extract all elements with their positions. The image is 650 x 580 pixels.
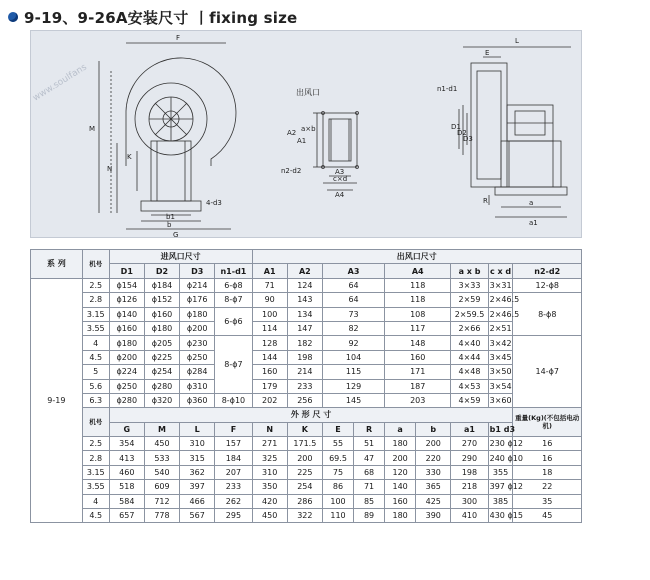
cell-n1-d1: 8-ϕ7 bbox=[215, 293, 252, 307]
cell-A2: 143 bbox=[287, 293, 322, 307]
cell-a1: 270 bbox=[451, 437, 488, 451]
label-a1: a1 bbox=[529, 219, 538, 227]
label-axb: a×b bbox=[301, 125, 316, 133]
table-row bbox=[31, 437, 582, 451]
cell-cxd: 2×51 bbox=[488, 321, 513, 335]
cell-a: 160 bbox=[385, 494, 416, 508]
cell-G: 518 bbox=[109, 480, 144, 494]
cell-A3: 92 bbox=[322, 336, 384, 350]
table-row bbox=[31, 321, 582, 335]
cell-M: 540 bbox=[144, 465, 179, 479]
cell-b1: 355 bbox=[488, 465, 513, 479]
col-N: N bbox=[252, 422, 287, 436]
label-A1: A1 bbox=[297, 137, 307, 145]
table-subheader-row bbox=[31, 264, 582, 278]
cell-cxd: 3×31 bbox=[488, 278, 513, 292]
header-series: 系 列 bbox=[31, 250, 83, 279]
cell-n1-d1: 6-ϕ8 bbox=[215, 278, 252, 292]
cell-a: 200 bbox=[385, 451, 416, 465]
bullet-icon bbox=[8, 12, 18, 22]
cell-N: 325 bbox=[252, 451, 287, 465]
cell-N: 420 bbox=[252, 494, 287, 508]
cell-cxd: 3×42 bbox=[488, 336, 513, 350]
cell-jihao: 4 bbox=[82, 336, 109, 350]
cell-jihao: 2.8 bbox=[82, 451, 109, 465]
label-4-d3: 4-d3 bbox=[206, 199, 222, 207]
cell-D1: ϕ160 bbox=[109, 321, 144, 335]
cell-A4: 148 bbox=[385, 336, 451, 350]
cell-n2-d2: 14-ϕ7 bbox=[513, 336, 582, 408]
cell-cxd: 3×45 bbox=[488, 350, 513, 364]
cell-A1: 179 bbox=[252, 379, 287, 393]
cell-A1: 114 bbox=[252, 321, 287, 335]
cell-E: 100 bbox=[322, 494, 353, 508]
cell-G: 413 bbox=[109, 451, 144, 465]
cell-D2: ϕ280 bbox=[144, 379, 179, 393]
header-jihao-2: 机号 bbox=[82, 408, 109, 437]
cell-n1-d1: 8-ϕ10 bbox=[215, 393, 252, 407]
col-L: L bbox=[180, 422, 215, 436]
cell-a: 140 bbox=[385, 480, 416, 494]
header-weight: 重量(Kg)(不包括电动机) bbox=[513, 408, 582, 437]
cell-K: 225 bbox=[287, 465, 322, 479]
label-M: M bbox=[89, 125, 96, 133]
cell-A3: 145 bbox=[322, 393, 384, 407]
cell-N: 450 bbox=[252, 509, 287, 523]
table-row bbox=[31, 465, 582, 479]
cell-axb: 4×44 bbox=[451, 350, 488, 364]
cell-axb: 2×59.5 bbox=[451, 307, 488, 321]
cell-D1: ϕ250 bbox=[109, 379, 144, 393]
label-D2: D2 bbox=[457, 129, 467, 137]
cell-jihao: 3.55 bbox=[82, 480, 109, 494]
col-b1: b1 bbox=[489, 424, 501, 434]
cell-b: 330 bbox=[416, 465, 451, 479]
label-A2: A2 bbox=[287, 129, 297, 137]
cell-A1: 144 bbox=[252, 350, 287, 364]
col-axb: a x b bbox=[451, 264, 488, 278]
col-d3: d3 bbox=[503, 424, 516, 434]
cell-cxd: 3×54 bbox=[488, 379, 513, 393]
cell-K: 254 bbox=[287, 480, 322, 494]
cell-L: 362 bbox=[180, 465, 215, 479]
cell-axb: 2×59 bbox=[451, 293, 488, 307]
col-a: a bbox=[385, 422, 416, 436]
cell-n2-d2: 8-ϕ8 bbox=[513, 293, 582, 336]
cell-D3: ϕ180 bbox=[180, 307, 215, 321]
cell-b: 220 bbox=[416, 451, 451, 465]
cell-b1-d3 bbox=[488, 437, 523, 451]
table-subheader-row bbox=[31, 422, 582, 436]
cell-axb: 4×48 bbox=[451, 365, 488, 379]
cell-M: 450 bbox=[144, 437, 179, 451]
label-cxd: c×d bbox=[333, 175, 348, 183]
cell-A1: 160 bbox=[252, 365, 287, 379]
col-D3: D3 bbox=[180, 264, 215, 278]
cell-E: 75 bbox=[322, 465, 353, 479]
cell-L: 567 bbox=[180, 509, 215, 523]
cell-A2: 198 bbox=[287, 350, 322, 364]
cell-a: 180 bbox=[385, 509, 416, 523]
cell-M: 712 bbox=[144, 494, 179, 508]
cell-b: 200 bbox=[416, 437, 451, 451]
header-inlet: 进风口尺寸 bbox=[109, 250, 252, 264]
label-A3: A3 bbox=[335, 168, 345, 176]
cell-D2: ϕ184 bbox=[144, 278, 179, 292]
title-bar bbox=[8, 6, 297, 28]
table-row bbox=[31, 494, 582, 508]
col-A3: A3 bbox=[322, 264, 384, 278]
cell-D2: ϕ254 bbox=[144, 365, 179, 379]
label-F: F bbox=[176, 34, 181, 42]
cell-weight: 35 bbox=[513, 494, 582, 508]
cell-A1: 71 bbox=[252, 278, 287, 292]
col-A4: A4 bbox=[385, 264, 451, 278]
col-E: E bbox=[322, 422, 353, 436]
cell-jihao: 3.15 bbox=[82, 465, 109, 479]
cell-A2: 147 bbox=[287, 321, 322, 335]
cell-D2: ϕ205 bbox=[144, 336, 179, 350]
cell-E: 69.5 bbox=[322, 451, 353, 465]
cell-R: 47 bbox=[354, 451, 385, 465]
cell-axb: 4×59 bbox=[451, 393, 488, 407]
col-G: G bbox=[109, 422, 144, 436]
col-R: R bbox=[354, 422, 385, 436]
cell-M: 778 bbox=[144, 509, 179, 523]
cell-G: 657 bbox=[109, 509, 144, 523]
cell-R: 51 bbox=[354, 437, 385, 451]
label-D3: D3 bbox=[463, 135, 473, 143]
cell-A2: 233 bbox=[287, 379, 322, 393]
cell-D3: ϕ360 bbox=[180, 393, 215, 407]
cell-D2: ϕ180 bbox=[144, 321, 179, 335]
cell-b1-d3 bbox=[488, 480, 523, 494]
cell-b1: 230 bbox=[489, 439, 505, 449]
col-A1: A1 bbox=[252, 264, 287, 278]
cell-D1: ϕ280 bbox=[109, 393, 144, 407]
col-M: M bbox=[144, 422, 179, 436]
cell-n1-d1: 8-ϕ7 bbox=[215, 336, 252, 394]
table-row bbox=[31, 509, 582, 523]
cell-F: 233 bbox=[215, 480, 252, 494]
cell-weight: 22 bbox=[513, 480, 582, 494]
cell-F: 207 bbox=[215, 465, 252, 479]
cell-R: 85 bbox=[354, 494, 385, 508]
label-A4: A4 bbox=[335, 191, 345, 199]
col-K: K bbox=[287, 422, 322, 436]
table-row bbox=[31, 393, 582, 407]
cell-A2: 124 bbox=[287, 278, 322, 292]
label-G: G bbox=[173, 231, 179, 239]
series-name: 9-19 bbox=[31, 278, 83, 523]
cell-R: 71 bbox=[354, 480, 385, 494]
col-a1: a1 bbox=[451, 422, 488, 436]
cell-weight: 45 bbox=[513, 509, 582, 523]
cell-D3: ϕ284 bbox=[180, 365, 215, 379]
cell-A3: 129 bbox=[322, 379, 384, 393]
table-row bbox=[31, 293, 582, 307]
cell-cxd: 2×46.5 bbox=[488, 307, 513, 321]
spec-table bbox=[30, 249, 582, 523]
cell-A4: 160 bbox=[385, 350, 451, 364]
label-E: E bbox=[485, 49, 490, 57]
cell-cxd: 3×60 bbox=[488, 393, 513, 407]
cell-F: 157 bbox=[215, 437, 252, 451]
cell-A3: 64 bbox=[322, 293, 384, 307]
col-A2: A2 bbox=[287, 264, 322, 278]
table-row bbox=[31, 350, 582, 364]
cell-A1: 128 bbox=[252, 336, 287, 350]
cell-D2: ϕ225 bbox=[144, 350, 179, 364]
technical-drawing-panel bbox=[30, 30, 582, 238]
cell-a: 120 bbox=[385, 465, 416, 479]
table-row bbox=[31, 379, 582, 393]
cell-A4: 117 bbox=[385, 321, 451, 335]
label-b1: b1 bbox=[166, 213, 175, 221]
cell-D3: ϕ250 bbox=[180, 350, 215, 364]
cell-axb: 2×66 bbox=[451, 321, 488, 335]
cell-jihao: 4 bbox=[82, 494, 109, 508]
table-row bbox=[31, 278, 582, 292]
fan-drawings bbox=[31, 31, 583, 239]
cell-A3: 64 bbox=[322, 278, 384, 292]
cell-D3: ϕ310 bbox=[180, 379, 215, 393]
cell-A2: 134 bbox=[287, 307, 322, 321]
cell-D1: ϕ154 bbox=[109, 278, 144, 292]
cell-D2: ϕ320 bbox=[144, 393, 179, 407]
label-L: L bbox=[515, 37, 519, 45]
cell-b1: 397 bbox=[489, 482, 505, 492]
cell-D1: ϕ200 bbox=[109, 350, 144, 364]
cell-D1: ϕ140 bbox=[109, 307, 144, 321]
label-K: K bbox=[127, 153, 132, 161]
spec-table-container bbox=[30, 249, 582, 523]
cell-N: 271 bbox=[252, 437, 287, 451]
cell-F: 262 bbox=[215, 494, 252, 508]
col-F: F bbox=[215, 422, 252, 436]
watermark-text: www.soulfans bbox=[31, 62, 89, 104]
cell-A4: 118 bbox=[385, 278, 451, 292]
cell-a1: 410 bbox=[451, 509, 488, 523]
cell-A1: 202 bbox=[252, 393, 287, 407]
cell-D2: ϕ160 bbox=[144, 307, 179, 321]
cell-A4: 187 bbox=[385, 379, 451, 393]
cell-d3: ϕ15 bbox=[507, 511, 523, 521]
table-header-row bbox=[31, 408, 582, 422]
cell-A2: 182 bbox=[287, 336, 322, 350]
cell-A4: 171 bbox=[385, 365, 451, 379]
cell-D3: ϕ176 bbox=[180, 293, 215, 307]
cell-weight: 18 bbox=[513, 465, 582, 479]
table-row bbox=[31, 480, 582, 494]
cell-G: 584 bbox=[109, 494, 144, 508]
cell-E: 55 bbox=[322, 437, 353, 451]
cell-D1: ϕ180 bbox=[109, 336, 144, 350]
label-b: b bbox=[167, 221, 172, 229]
header-outlet: 出风口尺寸 bbox=[252, 250, 581, 264]
cell-R: 89 bbox=[354, 509, 385, 523]
table-row bbox=[31, 307, 582, 321]
cell-N: 310 bbox=[252, 465, 287, 479]
fan-side-view-icon bbox=[459, 47, 571, 217]
cell-F: 184 bbox=[215, 451, 252, 465]
cell-cxd: 3×50 bbox=[488, 365, 513, 379]
cell-a1: 218 bbox=[451, 480, 488, 494]
label-n1-d1: n1-d1 bbox=[437, 85, 458, 93]
cell-jihao: 2.5 bbox=[82, 278, 109, 292]
cell-jihao: 3.55 bbox=[82, 321, 109, 335]
col-D2: D2 bbox=[144, 264, 179, 278]
cell-A4: 203 bbox=[385, 393, 451, 407]
cell-E: 86 bbox=[322, 480, 353, 494]
cell-n1-d1: 6-ϕ6 bbox=[215, 307, 252, 336]
cell-E: 110 bbox=[322, 509, 353, 523]
cell-K: 322 bbox=[287, 509, 322, 523]
cell-b1: 240 bbox=[489, 453, 505, 463]
cell-D1: ϕ224 bbox=[109, 365, 144, 379]
cell-jihao: 5.6 bbox=[82, 379, 109, 393]
cell-axb: 4×40 bbox=[451, 336, 488, 350]
cell-a1: 198 bbox=[451, 465, 488, 479]
cell-b: 390 bbox=[416, 509, 451, 523]
cell-A1: 100 bbox=[252, 307, 287, 321]
cell-axb: 4×53 bbox=[451, 379, 488, 393]
cell-b1-d3 bbox=[488, 509, 523, 523]
cell-a: 180 bbox=[385, 437, 416, 451]
col-n1-d1: n1-d1 bbox=[215, 264, 252, 278]
cell-G: 354 bbox=[109, 437, 144, 451]
cell-K: 171.5 bbox=[287, 437, 322, 451]
col-n2-d2: n2-d2 bbox=[513, 264, 582, 278]
cell-jihao: 2.5 bbox=[82, 437, 109, 451]
cell-A4: 118 bbox=[385, 293, 451, 307]
table-header-row bbox=[31, 250, 582, 264]
cell-jihao: 4.5 bbox=[82, 509, 109, 523]
col-D1: D1 bbox=[109, 264, 144, 278]
label-D1: D1 bbox=[451, 123, 461, 131]
col-cxd: c x d bbox=[488, 264, 513, 278]
cell-jihao: 5 bbox=[82, 365, 109, 379]
cell-R: 68 bbox=[354, 465, 385, 479]
page-title: 9-19、9-26A安装尺寸 丨fixing size bbox=[24, 8, 298, 27]
cell-b1-d3 bbox=[488, 451, 523, 465]
label-n2-d2: n2-d2 bbox=[281, 167, 302, 175]
cell-M: 609 bbox=[144, 480, 179, 494]
cell-jihao: 3.15 bbox=[82, 307, 109, 321]
cell-d3: ϕ10 bbox=[507, 453, 523, 463]
cell-K: 200 bbox=[287, 451, 322, 465]
cell-M: 533 bbox=[144, 451, 179, 465]
label-a: a bbox=[529, 199, 534, 207]
cell-b: 425 bbox=[416, 494, 451, 508]
cell-K: 286 bbox=[287, 494, 322, 508]
cell-b: 365 bbox=[416, 480, 451, 494]
cell-A3: 104 bbox=[322, 350, 384, 364]
cell-A2: 256 bbox=[287, 393, 322, 407]
label-R: R bbox=[483, 197, 488, 205]
table-row bbox=[31, 365, 582, 379]
header-jihao: 机号 bbox=[82, 250, 109, 279]
table-row bbox=[31, 451, 582, 465]
cell-jihao: 4.5 bbox=[82, 350, 109, 364]
cell-d3: ϕ12 bbox=[507, 482, 523, 492]
cell-weight: 16 bbox=[513, 437, 582, 451]
cell-cxd: 2×46.5 bbox=[488, 293, 513, 307]
cell-d3: ϕ12 bbox=[507, 439, 523, 449]
outlet-label: 出风口 bbox=[296, 88, 320, 97]
cell-L: 466 bbox=[180, 494, 215, 508]
cell-A3: 82 bbox=[322, 321, 384, 335]
cell-A3: 73 bbox=[322, 307, 384, 321]
cell-axb: 3×33 bbox=[451, 278, 488, 292]
cell-b1: 385 bbox=[488, 494, 513, 508]
label-N: N bbox=[107, 165, 113, 173]
cell-L: 397 bbox=[180, 480, 215, 494]
cell-A4: 108 bbox=[385, 307, 451, 321]
header-outline: 外 形 尺 寸 bbox=[109, 408, 513, 422]
cell-jihao: 2.8 bbox=[82, 293, 109, 307]
cell-D1: ϕ126 bbox=[109, 293, 144, 307]
cell-a1: 300 bbox=[451, 494, 488, 508]
cell-weight: 16 bbox=[513, 451, 582, 465]
cell-n2-d2: 12-ϕ8 bbox=[513, 278, 582, 292]
cell-D3: ϕ214 bbox=[180, 278, 215, 292]
cell-a1: 290 bbox=[451, 451, 488, 465]
cell-L: 315 bbox=[180, 451, 215, 465]
cell-A2: 214 bbox=[287, 365, 322, 379]
cell-F: 295 bbox=[215, 509, 252, 523]
cell-D2: ϕ152 bbox=[144, 293, 179, 307]
cell-G: 460 bbox=[109, 465, 144, 479]
cell-A3: 115 bbox=[322, 365, 384, 379]
cell-N: 350 bbox=[252, 480, 287, 494]
cell-L: 310 bbox=[180, 437, 215, 451]
col-b1-d3 bbox=[488, 422, 516, 436]
cell-A1: 90 bbox=[252, 293, 287, 307]
cell-b1: 430 bbox=[489, 511, 505, 521]
col-b: b bbox=[416, 422, 451, 436]
cell-jihao: 6.3 bbox=[82, 393, 109, 407]
cell-D3: ϕ230 bbox=[180, 336, 215, 350]
table-row bbox=[31, 336, 582, 350]
cell-D3: ϕ200 bbox=[180, 321, 215, 335]
